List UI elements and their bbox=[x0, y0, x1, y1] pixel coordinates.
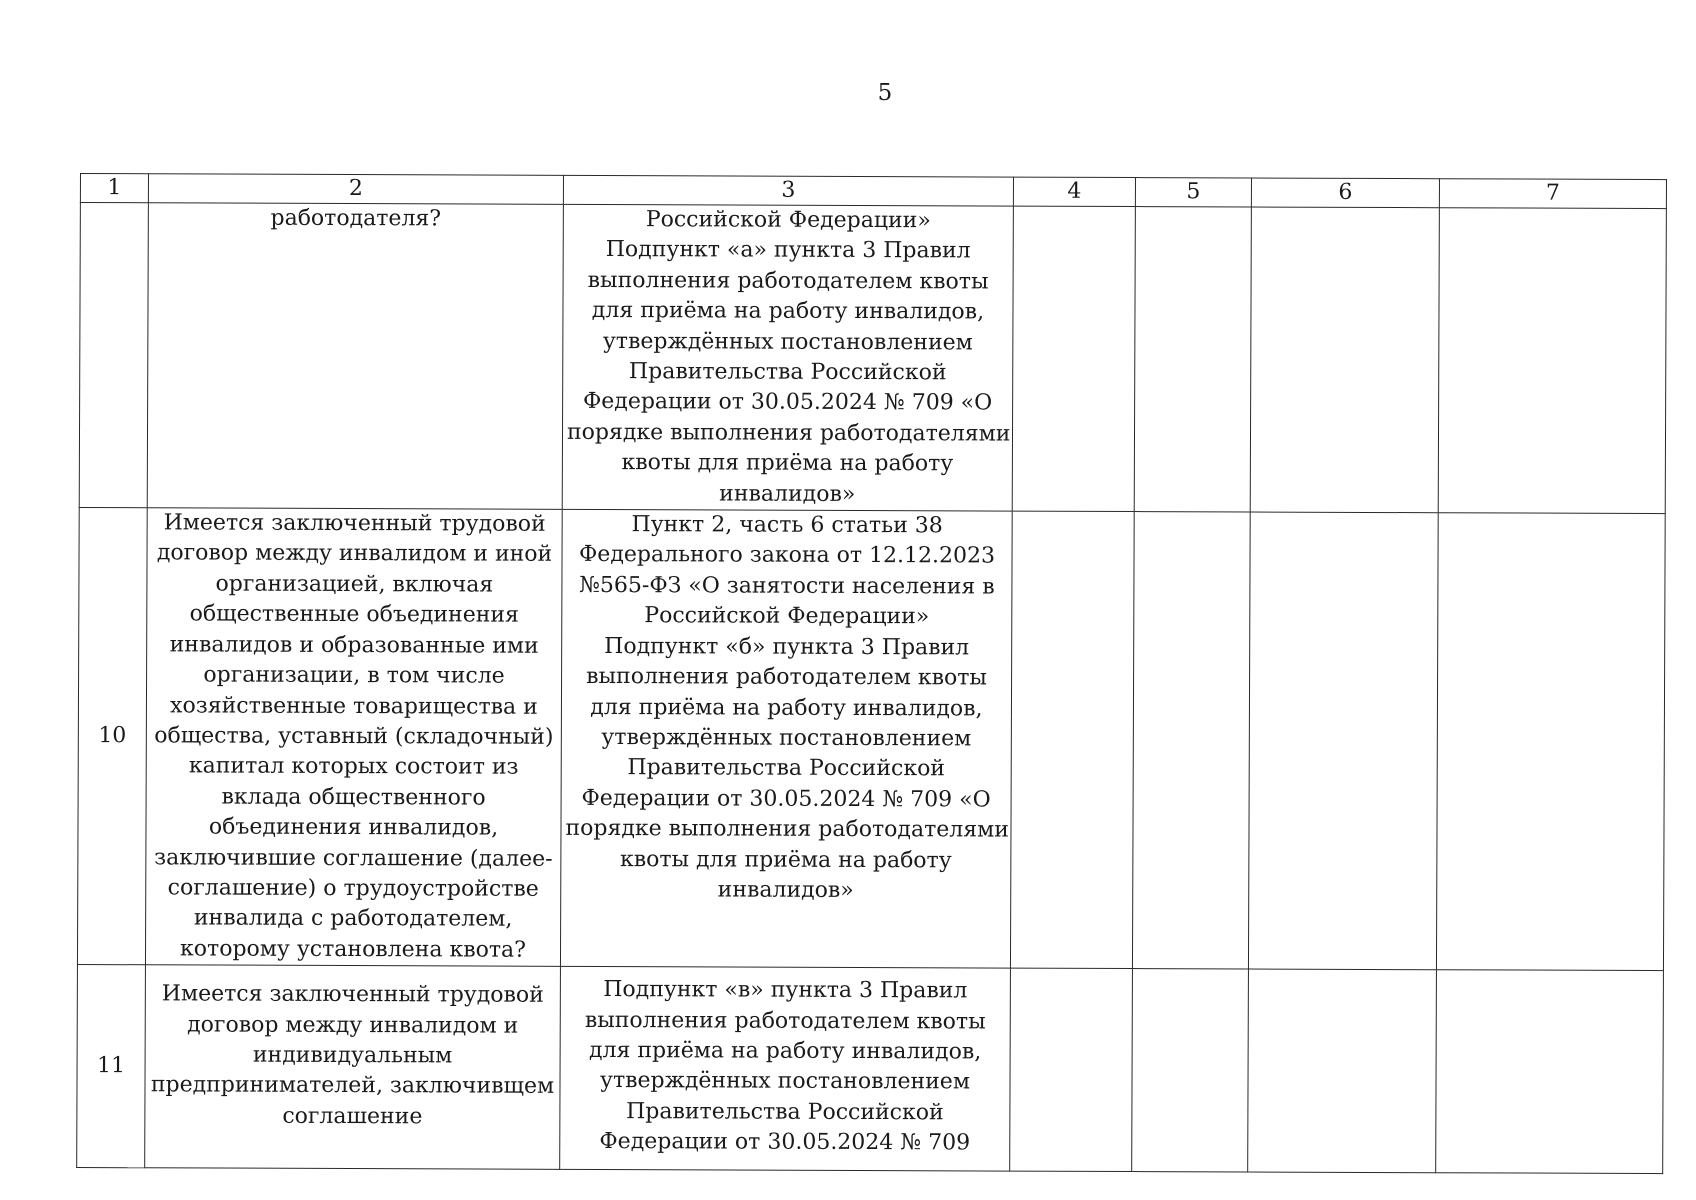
question-text-line: организации, в том числе bbox=[203, 662, 505, 689]
question-text-line: вклада общественного bbox=[221, 784, 486, 811]
table-row bbox=[77, 965, 1664, 1174]
row-number-cell bbox=[79, 203, 148, 508]
basis-text-line: Пункт 2, часть 6 статьи 38 bbox=[631, 512, 943, 539]
checklist-table-wrapper bbox=[76, 173, 1666, 1174]
answer-cell-na bbox=[1250, 207, 1439, 513]
question-text-line: заключившие соглашение (далее- bbox=[154, 844, 553, 872]
question-text-line: капитал которых состоит из bbox=[188, 753, 519, 781]
question-text-line: предпринимателей, заключивщем bbox=[150, 1072, 555, 1100]
question-text-line: Имеется заключенный трудовой bbox=[163, 510, 546, 537]
row-number-cell: 10 bbox=[77, 508, 147, 965]
header-cell: 1 bbox=[80, 174, 148, 203]
basis-text-line: Правительства Российской bbox=[627, 755, 946, 782]
question-cell bbox=[145, 965, 561, 1170]
question-text-line: инвалида с работодателем, bbox=[193, 905, 513, 933]
question-text-line: Имеется заключенный трудовой bbox=[161, 981, 544, 1008]
question-text-line: объединения инвалидов, bbox=[208, 814, 499, 841]
note-cell bbox=[1436, 513, 1665, 971]
basis-text-line: выполнения работодателем квоты bbox=[586, 664, 988, 691]
basis-text-line: Правительства Российской bbox=[626, 1098, 944, 1126]
question-text-line: соглашение) о трудоустройстве bbox=[167, 875, 539, 902]
basis-text-line: №565-ФЗ «О занятости населения в bbox=[579, 572, 995, 600]
basis-text-line: инвалидов» bbox=[719, 481, 856, 507]
checklist-table bbox=[76, 173, 1667, 1174]
basis-text-line: порядке выполнения работодателями bbox=[565, 815, 1009, 843]
header-cell: 3 bbox=[563, 175, 1013, 206]
page-number: 5 bbox=[877, 80, 893, 106]
question-cell bbox=[147, 203, 563, 510]
basis-text-line: квоты для приёма на работу bbox=[619, 846, 952, 873]
question-cell bbox=[145, 508, 562, 967]
question-text-line: общества, уставный (складочный) bbox=[154, 723, 554, 750]
legal-basis-cell bbox=[560, 967, 1011, 1172]
question-text-line: хозяйственные товарищества и bbox=[170, 692, 538, 720]
table-row bbox=[79, 203, 1666, 514]
basis-text-line: Федерации от 30.05.2024 № 709 «О bbox=[581, 785, 991, 813]
answer-cell-no bbox=[1134, 207, 1251, 513]
basis-text-line: для приёма на работу инвалидов, bbox=[591, 298, 985, 325]
basis-text-line: Федерального закона от 12.12.2023 bbox=[579, 542, 996, 569]
basis-text-line: инвалидов» bbox=[717, 877, 854, 903]
basis-text-line: квоты для приёма на работу bbox=[621, 450, 954, 477]
answer-cell-na bbox=[1248, 969, 1437, 1173]
question-text-line: договор между инвалидом и bbox=[187, 1011, 519, 1039]
header-cell: 7 bbox=[1439, 179, 1666, 209]
basis-text-line: Федерации от 30.05.2024 № 709 bbox=[599, 1129, 971, 1156]
header-cell: 4 bbox=[1013, 177, 1135, 206]
answer-cell-yes bbox=[1010, 511, 1134, 969]
basis-text-line: порядке выполнения работодателями bbox=[566, 419, 1011, 447]
basis-text-line: для приёма на работу инвалидов, bbox=[588, 1037, 982, 1065]
question-text-line: работодателя? bbox=[270, 205, 442, 232]
basis-text-line: утверждённых постановлением bbox=[600, 1068, 971, 1095]
basis-text-line: выполнения работодателем квоты bbox=[584, 1007, 986, 1035]
question-text-line: инвалидов и образованные ими bbox=[169, 632, 539, 659]
header-cell: 2 bbox=[148, 174, 563, 205]
question-text-line: договор между инвалидом и иной bbox=[156, 540, 553, 568]
answer-cell-yes bbox=[1012, 206, 1135, 512]
question-text-line: соглашение bbox=[282, 1103, 423, 1130]
basis-text-line: Российской Федерации» bbox=[644, 603, 930, 630]
question-text-line: индивидуальным bbox=[252, 1042, 453, 1069]
basis-text-line: выполнения работодателем квоты bbox=[587, 267, 989, 295]
answer-cell-yes bbox=[1010, 968, 1133, 1171]
basis-text-line: Российской Федерации» bbox=[645, 207, 931, 234]
legal-basis-cell bbox=[562, 204, 1013, 511]
note-cell bbox=[1436, 970, 1664, 1174]
question-text-line: которому установлена квота? bbox=[180, 936, 527, 963]
header-cell: 5 bbox=[1135, 178, 1251, 207]
basis-text-line: Подпункт «в» пункта 3 Правил bbox=[603, 977, 968, 1004]
answer-cell-na bbox=[1248, 512, 1438, 970]
row-number-cell: 11 bbox=[77, 965, 146, 1168]
header-cell: 6 bbox=[1251, 178, 1439, 208]
question-text-line: организацией, включая bbox=[215, 571, 494, 598]
basis-text-line: Подпункт «б» пункта 3 Правил bbox=[604, 633, 970, 661]
legal-basis-cell bbox=[560, 509, 1012, 968]
basis-text-line: Правительства Российской bbox=[628, 359, 947, 386]
basis-text-line: утверждённых постановлением bbox=[601, 724, 972, 752]
question-text-line: общественные объединения bbox=[189, 601, 520, 628]
basis-text-line: Подпункт «а» пункта 3 Правил bbox=[605, 237, 971, 264]
answer-cell-no bbox=[1132, 969, 1249, 1172]
table-row bbox=[77, 508, 1665, 971]
basis-text-line: Федерации от 30.05.2024 № 709 «О bbox=[582, 389, 993, 416]
basis-text-line: утверждённых постановлением bbox=[602, 328, 973, 356]
basis-text-line: для приёма на работу инвалидов, bbox=[590, 694, 983, 721]
answer-cell-no bbox=[1132, 512, 1250, 970]
note-cell bbox=[1438, 208, 1666, 514]
